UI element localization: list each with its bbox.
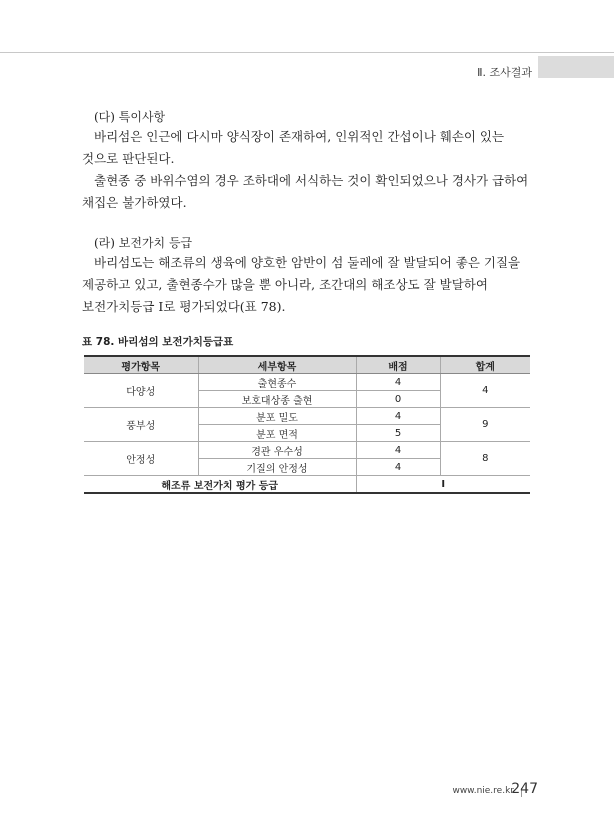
text-line: 바리섬도는 해조류의 생육에 양호한 암반이 섬 둘레에 잘 발달되어 좋은 기질을 bbox=[94, 255, 521, 270]
header-tab bbox=[538, 56, 614, 78]
table-row bbox=[84, 442, 530, 459]
text-line: 채집은 불가하였다. bbox=[82, 195, 187, 210]
section-header: Ⅱ. 조사결과 bbox=[477, 66, 532, 79]
conservation-grade-table bbox=[84, 355, 530, 494]
table-row bbox=[84, 408, 530, 425]
category-cell: 다양성 bbox=[84, 374, 198, 408]
detail-cell: 분포 면적 bbox=[198, 425, 356, 442]
total-cell: 9 bbox=[440, 408, 530, 442]
header-detail: 세부항목 bbox=[198, 356, 356, 374]
final-grade-value: I bbox=[356, 476, 530, 494]
text-line: 바리섬은 인근에 다시마 양식장이 존재하여, 인위적인 간섭이나 훼손이 있는 bbox=[94, 129, 505, 144]
paragraph-conservation-grade bbox=[82, 252, 534, 318]
table-row bbox=[84, 374, 530, 391]
total-cell: 4 bbox=[440, 374, 530, 408]
footer-url: www.nie.re.kr bbox=[452, 786, 514, 796]
detail-cell: 출현종수 bbox=[198, 374, 356, 391]
header-total: 합계 bbox=[440, 356, 530, 374]
category-cell: 안정성 bbox=[84, 442, 198, 476]
score-cell: 0 bbox=[356, 391, 440, 408]
subheading-conservation-grade: (라) 보전가치 등급 bbox=[94, 236, 193, 250]
category-cell: 풍부성 bbox=[84, 408, 198, 442]
text-line: 출현종 중 바위수염의 경우 조하대에 서식하는 것이 확인되었으나 경사가 급하여 bbox=[94, 173, 529, 188]
detail-cell: 보호대상종 출현 bbox=[198, 391, 356, 408]
paragraph-special-notes-1 bbox=[82, 126, 534, 170]
table-header-row bbox=[84, 356, 530, 374]
final-grade-row bbox=[84, 476, 530, 494]
header-score: 배점 bbox=[356, 356, 440, 374]
detail-cell: 분포 밀도 bbox=[198, 408, 356, 425]
detail-cell: 경관 우수성 bbox=[198, 442, 356, 459]
total-cell: 8 bbox=[440, 442, 530, 476]
table-caption: 표 78. 바리섬의 보전가치등급표 bbox=[82, 336, 234, 348]
score-cell: 4 bbox=[356, 374, 440, 391]
score-cell: 5 bbox=[356, 425, 440, 442]
header-category: 평가항목 bbox=[84, 356, 198, 374]
score-cell: 4 bbox=[356, 442, 440, 459]
score-cell: 4 bbox=[356, 459, 440, 476]
text-line: 것으로 판단된다. bbox=[82, 151, 175, 166]
detail-cell: 기질의 안정성 bbox=[198, 459, 356, 476]
text-line: 제공하고 있고, 출현종수가 많을 뿐 아니라, 조간대의 해조상도 잘 발달하여 bbox=[82, 277, 488, 292]
page-number: 247 bbox=[511, 781, 538, 797]
subheading-special-notes: (다) 특이사항 bbox=[94, 110, 166, 124]
score-cell: 4 bbox=[356, 408, 440, 425]
text-line: 보전가치등급 Ⅰ로 평가되었다(표 78). bbox=[82, 299, 286, 314]
final-grade-label: 해조류 보전가치 평가 등급 bbox=[84, 476, 356, 494]
top-rule bbox=[0, 52, 614, 53]
paragraph-special-notes-2 bbox=[82, 170, 534, 214]
